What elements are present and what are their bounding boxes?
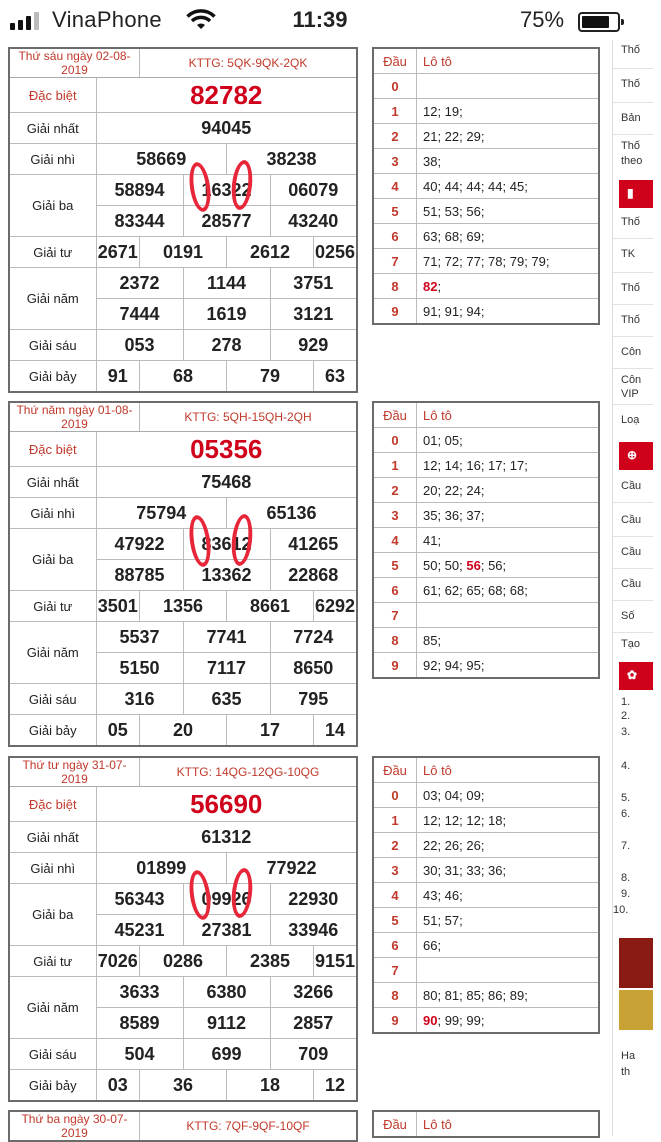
loto-dau: 1 — [373, 453, 417, 478]
loto-dau: 8 — [373, 983, 417, 1008]
sidebar-link[interactable]: Thố — [621, 78, 640, 90]
draw-code: KTTG: 14QG-12QG-10QG — [140, 757, 358, 787]
loto-dau: 8 — [373, 628, 417, 653]
sidebar-link[interactable]: Thố — [621, 44, 640, 56]
loto-table-3107 — [372, 756, 600, 1034]
loto-dau: 8 — [373, 274, 417, 299]
prize-number: 56343 — [96, 884, 183, 915]
ranking-number: 10. — [613, 904, 629, 916]
prize-number: 8661 — [227, 591, 314, 622]
loto-dau: 5 — [373, 908, 417, 933]
prize-number: 68 — [140, 361, 227, 393]
loto-head-dau: Đầu — [373, 1111, 417, 1137]
prize-number: 1144 — [183, 268, 270, 299]
prize-number: 79 — [227, 361, 314, 393]
sidebar-link[interactable]: VIP — [621, 388, 639, 400]
draw-code: KTTG: 5QK-9QK-2QK — [140, 48, 358, 78]
prize-number: 3121 — [270, 299, 357, 330]
paw-icon: ✿ — [619, 662, 653, 690]
prize-label-g4: Giải tư — [9, 946, 96, 977]
loto-table-0108 — [372, 401, 600, 679]
result-table-0208 — [8, 47, 358, 393]
loto-values: 82; — [417, 274, 600, 299]
plus-circle-icon: ⊕ — [619, 442, 653, 470]
sidebar-link[interactable]: Thố — [621, 216, 640, 228]
prize-label-g6: Giải sáu — [9, 684, 96, 715]
special-prize: 82782 — [96, 78, 357, 113]
loto-head-loto: Lô tô — [417, 1111, 600, 1137]
prize-number: 635 — [183, 684, 270, 715]
chart-icon: ▮ — [619, 180, 653, 208]
loto-dau: 3 — [373, 503, 417, 528]
prize-number: 09926 — [183, 884, 270, 915]
prize-number: 2372 — [96, 268, 183, 299]
prize-number: 75794 — [96, 498, 227, 529]
prize-number: 709 — [270, 1039, 357, 1070]
prize-number: 6292 — [314, 591, 358, 622]
prize-number: 03 — [96, 1070, 140, 1102]
prize-number: 5150 — [96, 653, 183, 684]
loto-values — [417, 74, 600, 99]
prize-label-db: Đặc biệt — [9, 787, 96, 822]
prize-number: 63 — [314, 361, 358, 393]
prize-number: 8589 — [96, 1008, 183, 1039]
loto-highlight: 82 — [423, 278, 438, 294]
prize-number: 3501 — [96, 591, 140, 622]
prize-number: 83344 — [96, 206, 183, 237]
draw-date: Thứ sáu ngày 02-08-2019 — [9, 48, 140, 78]
loto-head-loto: Lô tô — [417, 48, 600, 74]
loto-dau: 5 — [373, 553, 417, 578]
loto-table-0208 — [372, 47, 600, 325]
clock-time: 11:39 — [292, 7, 348, 32]
sidebar-link[interactable]: Thố — [621, 282, 640, 294]
loto-values: 80; 81; 85; 86; 89; — [417, 983, 600, 1008]
sidebar-text: th — [621, 1066, 631, 1078]
loto-values: 91; 91; 94; — [417, 299, 600, 325]
ranking-number: 2. — [621, 710, 631, 722]
sidebar-text: Ha — [621, 1050, 636, 1062]
prize-label-g1: Giải nhất — [9, 113, 96, 144]
prize-number: 43240 — [270, 206, 357, 237]
loto-values: 71; 72; 77; 78; 79; 79; — [417, 249, 600, 274]
sidebar-link[interactable]: Cầu — [621, 578, 642, 590]
special-prize: 05356 — [96, 432, 357, 467]
result-table-3107 — [8, 756, 358, 1102]
prize-number: 2857 — [270, 1008, 357, 1039]
sidebar-link[interactable]: Côn — [621, 346, 642, 358]
loto-values: 20; 22; 24; — [417, 478, 600, 503]
prize-number: 28577 — [183, 206, 270, 237]
prize-number: 7117 — [183, 653, 270, 684]
loto-values: 21; 22; 29; — [417, 124, 600, 149]
loto-values: 92; 94; 95; — [417, 653, 600, 679]
loto-dau: 4 — [373, 883, 417, 908]
prize-number: 13362 — [183, 560, 270, 591]
ranking-number: 3. — [621, 726, 631, 738]
loto-head-loto: Lô tô — [417, 757, 600, 783]
prize-number: 17 — [227, 715, 314, 747]
prize-label-db: Đặc biệt — [9, 78, 96, 113]
draw-date: Thứ năm ngày 01-08-2019 — [9, 402, 140, 432]
loto-values: 61; 62; 65; 68; 68; — [417, 578, 600, 603]
draw-code: KTTG: 5QH-15QH-2QH — [140, 402, 358, 432]
loto-values: 51; 53; 56; — [417, 199, 600, 224]
sidebar-link[interactable]: Cầu — [621, 546, 642, 558]
loto-dau: 5 — [373, 199, 417, 224]
prize-number: 22868 — [270, 560, 357, 591]
prize-number: 14 — [314, 715, 358, 747]
loto-dau: 4 — [373, 174, 417, 199]
prize-number: 9112 — [183, 1008, 270, 1039]
prize-number: 929 — [270, 330, 357, 361]
sidebar-link[interactable]: Cầu — [621, 514, 642, 526]
battery-percent: 75% — [520, 7, 565, 32]
prize-label-g7: Giải bảy — [9, 1070, 96, 1102]
carrier-name: VinaPhone — [52, 7, 162, 32]
loto-values: 30; 31; 33; 36; — [417, 858, 600, 883]
prize-number: 3266 — [270, 977, 357, 1008]
prize-label-g2: Giải nhì — [9, 498, 96, 529]
ranking-number: 6. — [621, 808, 631, 820]
facebook-icon[interactable] — [619, 990, 653, 1030]
loto-dau: 1 — [373, 99, 417, 124]
loto-dau: 6 — [373, 933, 417, 958]
loto-dau: 3 — [373, 858, 417, 883]
prize-number: 5537 — [96, 622, 183, 653]
prize-number: 65136 — [227, 498, 358, 529]
prize-number: 2671 — [96, 237, 140, 268]
loto-values: 40; 44; 44; 44; 45; — [417, 174, 600, 199]
loto-values: 50; 50; 56; 56; — [417, 553, 600, 578]
prize-number: 7741 — [183, 622, 270, 653]
loto-dau: 7 — [373, 249, 417, 274]
loto-dau: 0 — [373, 74, 417, 99]
prize-number: 0256 — [314, 237, 358, 268]
loto-values: 12; 14; 16; 17; 17; — [417, 453, 600, 478]
loto-values: 63; 68; 69; — [417, 224, 600, 249]
prize-number: 41265 — [270, 529, 357, 560]
draw-date: Thứ ba ngày 30-07-2019 — [9, 1111, 140, 1141]
loto-values: 12; 12; 12; 18; — [417, 808, 600, 833]
loto-dau: 4 — [373, 528, 417, 553]
prize-label-g4: Giải tư — [9, 591, 96, 622]
loto-dau: 2 — [373, 478, 417, 503]
ranking-number: 9. — [621, 888, 631, 900]
sidebar-link[interactable]: TK — [621, 248, 636, 260]
loto-head-loto: Lô tô — [417, 402, 600, 428]
right-sidebar — [612, 40, 641, 1136]
prize-label-g5: Giải năm — [9, 268, 96, 330]
prize-number: 0191 — [140, 237, 227, 268]
loto-dau: 0 — [373, 783, 417, 808]
sidebar-link[interactable]: Loạ — [621, 414, 640, 426]
prize-label-g1: Giải nhất — [9, 822, 96, 853]
loto-values: 03; 04; 09; — [417, 783, 600, 808]
loto-dau: 9 — [373, 653, 417, 679]
prize-number: 6380 — [183, 977, 270, 1008]
ranking-number: 1. — [621, 696, 631, 708]
loto-head-dau: Đầu — [373, 48, 417, 74]
prize-label-g3: Giải ba — [9, 175, 96, 237]
first-prize: 75468 — [96, 467, 357, 498]
prize-number: 77922 — [227, 853, 358, 884]
prize-number: 316 — [96, 684, 183, 715]
ranking-number: 8. — [621, 872, 631, 884]
prize-number: 58669 — [96, 144, 227, 175]
loto-values — [417, 958, 600, 983]
prize-number: 2385 — [227, 946, 314, 977]
sidebar-link[interactable]: Thố — [621, 314, 640, 326]
prize-label-db: Đặc biệt — [9, 432, 96, 467]
sidebar-link[interactable]: Bản — [621, 112, 641, 124]
sidebar-link[interactable]: Tạo — [621, 638, 640, 650]
prize-number: 2612 — [227, 237, 314, 268]
prize-number: 1619 — [183, 299, 270, 330]
loto-dau: 9 — [373, 1008, 417, 1034]
prize-number: 27381 — [183, 915, 270, 946]
sidebar-link[interactable]: Côn — [621, 374, 642, 386]
prize-number: 20 — [140, 715, 227, 747]
loto-values: 85; — [417, 628, 600, 653]
draw-code: KTTG: 7QF-9QF-10QF — [140, 1111, 358, 1141]
loto-values: 43; 46; — [417, 883, 600, 908]
prize-number: 33946 — [270, 915, 357, 946]
prize-number: 45231 — [96, 915, 183, 946]
prize-number: 18 — [227, 1070, 314, 1102]
battery-icon — [578, 12, 620, 32]
prize-number: 504 — [96, 1039, 183, 1070]
loto-values — [417, 603, 600, 628]
loto-dau: 2 — [373, 833, 417, 858]
result-table-0108 — [8, 401, 358, 747]
prize-label-g5: Giải năm — [9, 977, 96, 1039]
loto-dau: 3 — [373, 149, 417, 174]
sidebar-link[interactable]: theo — [621, 155, 643, 167]
prize-number: 83612 — [183, 529, 270, 560]
loto-table-3007 — [372, 1110, 600, 1138]
prize-number: 278 — [183, 330, 270, 361]
loto-head-dau: Đầu — [373, 402, 417, 428]
loto-dau: 7 — [373, 603, 417, 628]
loto-values: 35; 36; 37; — [417, 503, 600, 528]
loto-dau: 2 — [373, 124, 417, 149]
prize-number: 88785 — [96, 560, 183, 591]
prize-label-g7: Giải bảy — [9, 715, 96, 747]
loto-dau: 9 — [373, 299, 417, 325]
prize-label-g6: Giải sáu — [9, 330, 96, 361]
loto-values: 12; 19; — [417, 99, 600, 124]
prize-number: 12 — [314, 1070, 358, 1102]
status-bar — [0, 0, 640, 40]
prize-number: 58894 — [96, 175, 183, 206]
prize-number: 38238 — [227, 144, 358, 175]
prize-number: 7724 — [270, 622, 357, 653]
ranking-number: 4. — [621, 760, 631, 772]
prize-label-g2: Giải nhì — [9, 853, 96, 884]
loto-dau: 7 — [373, 958, 417, 983]
sidebar-link[interactable]: Thố — [621, 140, 640, 152]
prize-number: 7026 — [96, 946, 140, 977]
loto-values: 38; — [417, 149, 600, 174]
sidebar-link[interactable]: Cầu — [621, 480, 642, 492]
ranking-number: 7. — [621, 840, 631, 852]
prize-number: 91 — [96, 361, 140, 393]
prize-number: 16322 — [183, 175, 270, 206]
prize-number: 36 — [140, 1070, 227, 1102]
loto-values: 41; — [417, 528, 600, 553]
loto-values: 66; — [417, 933, 600, 958]
prize-number: 8650 — [270, 653, 357, 684]
prize-number: 3751 — [270, 268, 357, 299]
prize-number: 699 — [183, 1039, 270, 1070]
loto-values: 01; 05; — [417, 428, 600, 453]
prize-number: 053 — [96, 330, 183, 361]
prize-label-g6: Giải sáu — [9, 1039, 96, 1070]
prize-number: 47922 — [96, 529, 183, 560]
loto-dau: 6 — [373, 224, 417, 249]
prize-label-g7: Giải bảy — [9, 361, 96, 393]
prize-number: 01899 — [96, 853, 227, 884]
first-prize: 94045 — [96, 113, 357, 144]
prize-label-g2: Giải nhì — [9, 144, 96, 175]
prize-number: 22930 — [270, 884, 357, 915]
ad-thumbnail[interactable] — [619, 938, 653, 988]
loto-dau: 6 — [373, 578, 417, 603]
loto-head-dau: Đầu — [373, 757, 417, 783]
prize-label-g1: Giải nhất — [9, 467, 96, 498]
loto-values: 51; 57; — [417, 908, 600, 933]
loto-dau: 1 — [373, 808, 417, 833]
prize-number: 795 — [270, 684, 357, 715]
prize-label-g3: Giải ba — [9, 529, 96, 591]
prize-number: 9151 — [314, 946, 358, 977]
prize-label-g3: Giải ba — [9, 884, 96, 946]
loto-values: 22; 26; 26; — [417, 833, 600, 858]
prize-label-g5: Giải năm — [9, 622, 96, 684]
prize-number: 3633 — [96, 977, 183, 1008]
loto-dau: 0 — [373, 428, 417, 453]
draw-date: Thứ tư ngày 31-07-2019 — [9, 757, 140, 787]
prize-number: 05 — [96, 715, 140, 747]
ranking-number: 5. — [621, 792, 631, 804]
prize-number: 1356 — [140, 591, 227, 622]
sidebar-link[interactable]: Số — [621, 610, 635, 622]
prize-number: 06079 — [270, 175, 357, 206]
loto-highlight: 90 — [423, 1012, 438, 1028]
loto-values: 90; 99; 99; — [417, 1008, 600, 1034]
prize-number: 7444 — [96, 299, 183, 330]
special-prize: 56690 — [96, 787, 357, 822]
prize-label-g4: Giải tư — [9, 237, 96, 268]
result-table-3007 — [8, 1110, 358, 1142]
first-prize: 61312 — [96, 822, 357, 853]
prize-number: 0286 — [140, 946, 227, 977]
loto-highlight: 56 — [466, 557, 481, 573]
